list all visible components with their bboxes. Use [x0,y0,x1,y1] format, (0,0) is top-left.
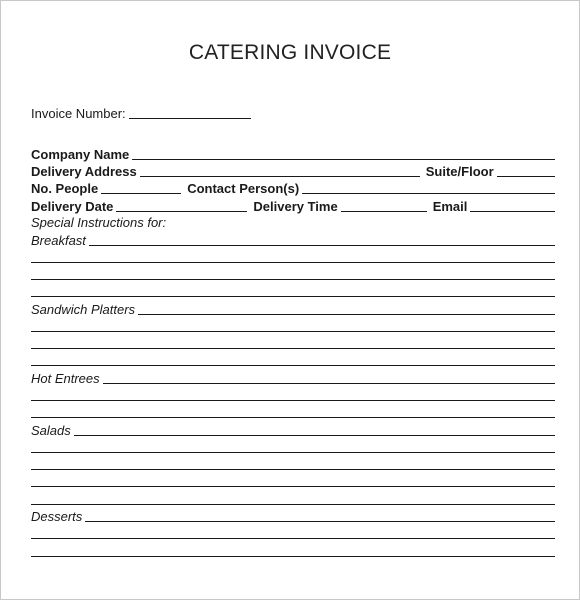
special-instructions-row [31,214,555,230]
company-name-row [31,146,555,162]
salads-line-4[interactable] [31,486,555,487]
email-label: Email [432,199,468,214]
delivery-address-row [31,163,555,179]
people-contact-row [31,180,555,196]
company-name-label: Company Name [31,147,130,162]
sandwich-platters-field[interactable] [138,314,555,315]
hot-entrees-label: Hot Entrees [31,371,100,386]
invoice-number-row [31,105,251,121]
suite-floor-field[interactable] [497,176,555,177]
desserts-field[interactable] [85,521,555,522]
breakfast-field[interactable] [89,245,555,246]
hot-entrees-row [31,370,555,386]
salads-field[interactable] [74,435,555,436]
desserts-label: Desserts [31,509,83,524]
sandwich-platters-label: Sandwich Platters [31,302,136,317]
hot-entrees-field[interactable] [103,383,555,384]
sandwich-platters-row [31,301,555,317]
salads-line-5[interactable] [31,504,555,505]
delivery-date-label: Delivery Date [31,199,114,214]
hot-entrees-line-3[interactable] [31,417,555,418]
desserts-row [31,508,555,524]
salads-row [31,422,555,438]
suite-floor-label: Suite/Floor [425,164,494,179]
desserts-line-3[interactable] [31,556,555,557]
sandwich-line-2[interactable] [31,331,555,332]
delivery-time-field[interactable] [341,211,427,212]
contact-person-field[interactable] [302,193,555,194]
no-people-label: No. People [31,181,99,196]
company-name-field[interactable] [132,159,555,160]
special-instructions-label: Special Instructions for: [31,215,167,230]
sandwich-line-4[interactable] [31,365,555,366]
delivery-address-field[interactable] [140,176,420,177]
no-people-field[interactable] [101,193,181,194]
delivery-time-label: Delivery Time [253,199,338,214]
email-field[interactable] [470,211,555,212]
delivery-date-row [31,198,555,214]
breakfast-line-4[interactable] [31,296,555,297]
delivery-date-field[interactable] [116,211,247,212]
salads-line-2[interactable] [31,452,555,453]
breakfast-row [31,232,555,248]
hot-entrees-line-2[interactable] [31,400,555,401]
breakfast-line-3[interactable] [31,279,555,280]
salads-label: Salads [31,423,71,438]
invoice-number-field[interactable] [129,118,251,119]
invoice-title: CATERING INVOICE [188,41,392,64]
breakfast-label: Breakfast [31,233,86,248]
desserts-line-2[interactable] [31,538,555,539]
invoice-number-label: Invoice Number: [31,106,126,121]
contact-person-label: Contact Person(s) [187,181,300,196]
salads-line-3[interactable] [31,469,555,470]
breakfast-line-2[interactable] [31,262,555,263]
sandwich-line-3[interactable] [31,348,555,349]
delivery-address-label: Delivery Address [31,164,137,179]
